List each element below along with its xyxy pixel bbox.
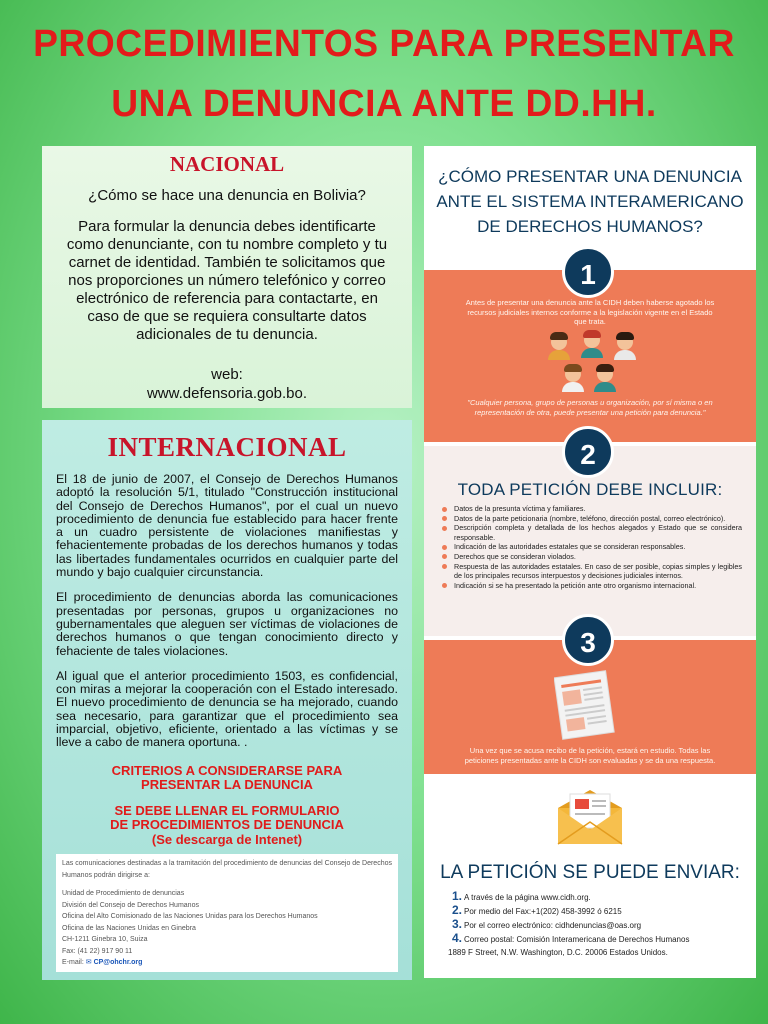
address-line: CH-1211 Ginebra 10, Suiza (62, 936, 148, 943)
nacional-web-link[interactable]: www.defensoria.gob.bo. (146, 385, 308, 402)
address-line: Oficina del Alto Comisionado de las Naciones Unidas para los Derechos Humanos (62, 913, 318, 920)
list-item: Datos de la parte peticionaria (nombre, teléfono, dirección postal, correo electrónico). (442, 514, 742, 524)
nacional-question: ¿Cómo se hace una denuncia en Bolivia? (88, 187, 366, 204)
infographic-heading-line-3: DE DERECHOS HUMANOS? (477, 217, 703, 236)
step-2-list (442, 504, 742, 590)
page-title-line-2: UNA DENUNCIA ANTE DD.HH. (111, 83, 657, 125)
step-1-text: Antes de presentar una denuncia ante la CIDH deben haberse agotado los recursos judiciales internos conforme a la legislación vigente en el Estado que trata. (465, 298, 715, 326)
step-1-quote: "Cualquier persona, grupo de personas u organización, por sí misma o en representación de otra, puede presentar una petición para denuncia." (467, 398, 713, 417)
list-item: Indicación de las autoridades estatales que se consideran responsables. (442, 542, 742, 552)
person-icon (562, 366, 584, 392)
postal-address: 1889 F Street, N.W. Washington, D.C. 20006 Estados Unidos. (448, 948, 668, 957)
person-icon (614, 334, 636, 360)
nacional-heading: NACIONAL (169, 152, 285, 176)
download-note: (Se descarga de Intenet) (151, 831, 303, 847)
page-title-line-1: PROCEDIMIENTOS PARA PRESENTAR (33, 23, 735, 65)
internacional-heading: INTERNACIONAL (107, 432, 347, 462)
nacional-panel (42, 146, 412, 408)
list-item: Datos de la presunta víctima y familiares. (442, 504, 742, 514)
send-title: LA PETICIÓN SE PUEDE ENVIAR: (440, 862, 740, 883)
address-line: Fax: (41 22) 917 90 11 (62, 947, 133, 955)
internacional-paragraph-2: El procedimiento de denuncias aborda las comunicaciones presentadas por personas, grupos u organizaciones no gubernamentales que aleguen ser víctimas de violaciones de derechos humanos o que tengan conocimiento directo y fehaciente de tales violaciones. (56, 590, 398, 658)
mail-icon: ✉ (85, 959, 92, 966)
internacional-panel (42, 420, 412, 980)
address-box (56, 854, 398, 972)
cidh-infographic (424, 146, 756, 978)
form-line-1: SE DEBE LLENAR EL FORMULARIO (114, 802, 340, 818)
person-icon (581, 332, 603, 358)
list-item: 2. Por medio del Fax:+1(202) 458-3992 ó 6215 (452, 903, 622, 917)
step-2-badge: 2 (562, 426, 614, 478)
address-line: Unidad de Procedimiento de denuncias (62, 890, 185, 897)
step-3-badge: 3 (562, 614, 614, 666)
criteria-line-2: PRESENTAR LA DENUNCIA (141, 776, 313, 792)
person-icon (548, 334, 570, 360)
list-item: 1. A través de la página www.cidh.org. (452, 889, 591, 903)
list-item: 3. Por el correo electrónico: cidhdenuncias@oas.org (452, 917, 642, 931)
form-heading (42, 804, 412, 832)
address-email-row (62, 957, 392, 969)
document-icon (554, 668, 618, 740)
address-intro: Las comunicaciones destinadas a la tramitación del procedimiento de denuncias del Consejo de Derechos Humanos podrán dirigirse a: (62, 860, 392, 879)
list-item: Derechos que se consideran violados. (442, 552, 742, 562)
envelope-icon (552, 786, 628, 846)
form-line-2: DE PROCEDIMIENTOS DE DENUNCIA (110, 816, 344, 832)
infographic-heading-line-2: ANTE EL SISTEMA INTERAMERICANO (436, 192, 744, 211)
criteria-heading (42, 764, 412, 792)
nacional-web-label: web: (211, 366, 243, 383)
infographic-heading-line-1: ¿CÓMO PRESENTAR UNA DENUNCIA (438, 167, 742, 186)
address-line: Oficina de las Naciones Unidas en Ginebra (62, 924, 196, 932)
infographic-heading (424, 164, 756, 239)
step-2-title: TODA PETICIÓN DEBE INCLUIR: (457, 480, 723, 499)
email-link[interactable]: CP@ohchr.org (93, 959, 143, 966)
internacional-paragraph-1: El 18 de junio de 2007, el Consejo de Derechos Humanos adoptó la resolución 5/1, titulado "Construcción institucional del Consejo de Derechos Humanos", por el cual un nuevo procedimiento de denuncia fue establecido para hacer frente a un cuadro persistente de violaciones manifiestas y fehacientemente probadas de los derechos humanos y todas las libertades fundamentales ocurridos en cualquier parte del mundo y bajo cualquier circunstancia. (56, 472, 398, 580)
address-line: División del Consejo de Derechos Humanos (62, 901, 199, 909)
person-icon (594, 366, 616, 392)
list-item: Respuesta de las autoridades estatales. En caso de ser posible, copias simples y legibles de los principales recursos interpuestos y decisiones judiciales internos. (442, 562, 742, 581)
criteria-line-1: CRITERIOS A CONSIDERARSE PARA (111, 762, 343, 778)
list-item: Indicación si se ha presentado la petición ante otro organismo internacional. (442, 581, 742, 591)
internacional-paragraph-3: Al igual que el anterior procedimiento 1503, es confidencial, con miras a mejorar la cooperación con el Estado interesado. El nuevo procedimiento de denuncia se ha mejorado, cuando sea necesario, para garantizar que el procedimiento sea imparcial, objetivo, eficiente, orientado a las víctimas y se lleve a cabo de manera oportuna. . (56, 668, 398, 750)
list-item: Descripción completa y detallada de los hechos alegados y Estado que se considera responsable. (442, 523, 742, 542)
step-3-text: Una vez que se acusa recibo de la petición, estará en estudio. Todas las peticiones presentadas ante la CIDH son evaluadas y se da una respuesta. (464, 746, 716, 765)
email-label: E-mail: (62, 959, 84, 966)
nacional-body: Para formular la denuncia debes identificarte como denunciante, con tu nombre completo y tu carnet de identidad. También te solicitamos que nos proporciones un número telefónico y correo electrónico de referencia para contactarte, en caso de que se requiera consultarte datos adicionales de tu denuncia. (66, 218, 388, 343)
send-list (448, 889, 752, 959)
list-item: 4. Correo postal: Comisión Interamericana de Derechos Humanos (452, 931, 690, 945)
step-1-badge: 1 (562, 246, 614, 298)
